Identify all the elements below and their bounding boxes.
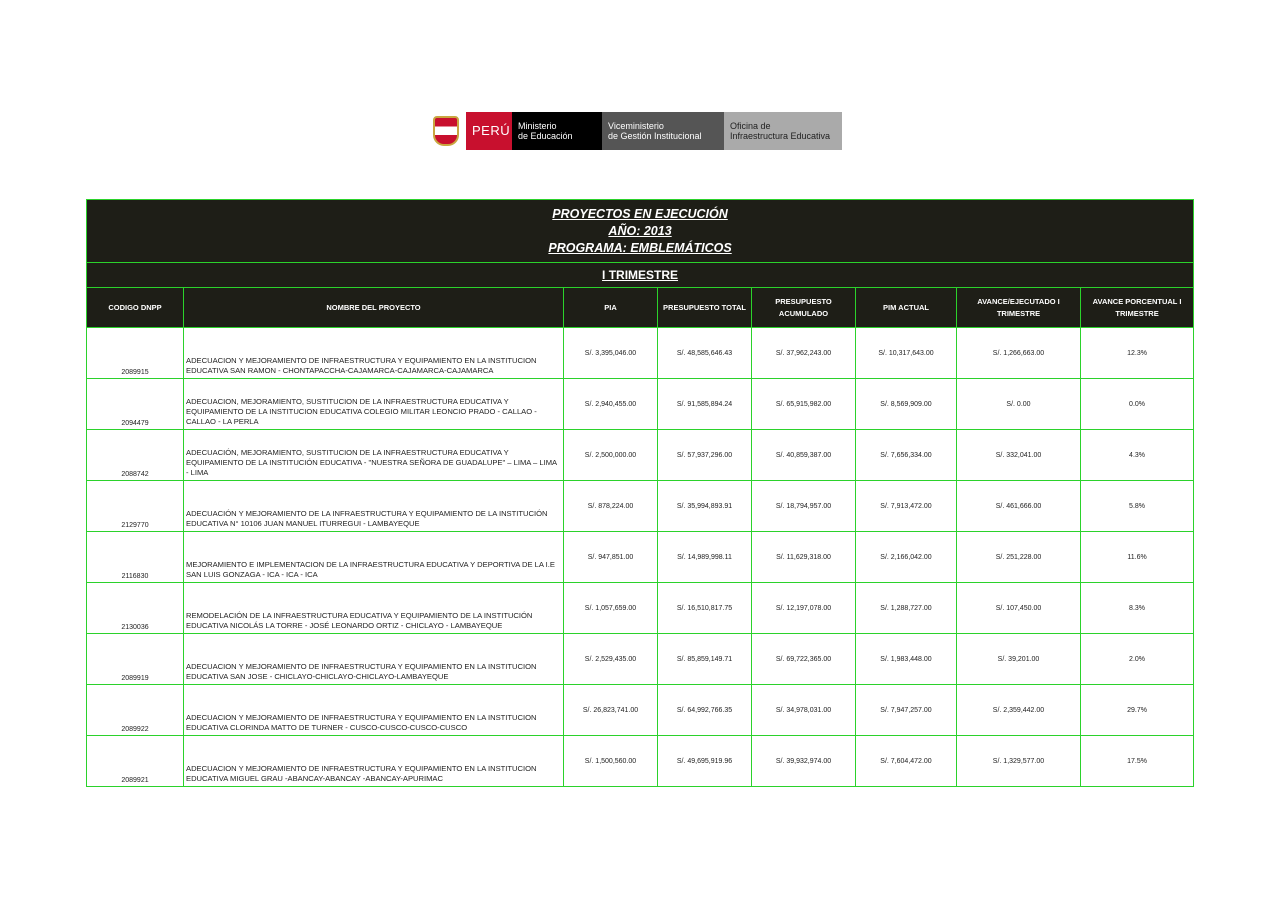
column-header-pim: PIM ACTUAL [856,288,957,328]
cell-ejec: S/. 251,228.00 [957,532,1081,583]
cell-code: 2089921 [87,736,184,787]
cell-ejec: S/. 1,266,663.00 [957,328,1081,379]
cell-pct: 17.5% [1081,736,1194,787]
cell-total: S/. 14,989,998.11 [658,532,752,583]
table-row [87,583,1194,634]
coat-of-arms-icon [426,112,466,150]
logo-ministry-line2: de Educación [518,131,573,141]
column-header-total: PRESUPUESTO TOTAL [658,288,752,328]
cell-code: 2130036 [87,583,184,634]
cell-acum: S/. 18,794,957.00 [752,481,856,532]
cell-pia: S/. 947,851.00 [564,532,658,583]
cell-ejec: S/. 332,041.00 [957,430,1081,481]
cell-total: S/. 35,994,893.91 [658,481,752,532]
cell-pct: 8.3% [1081,583,1194,634]
logo-viceministry [602,112,724,150]
cell-code: 2116830 [87,532,184,583]
cell-total: S/. 48,585,646.43 [658,328,752,379]
table-row [87,532,1194,583]
cell-name: ADECUACIÓN Y MEJORAMIENTO DE LA INFRAESTRUCTURA Y EQUIPAMIENTO DE LA INSTITUCIÓN EDUCATIVA N° 10106 JUAN MANUEL ITURREGUI - LAMBAYEQUE [184,481,564,532]
cell-name: ADECUACION Y MEJORAMIENTO DE INFRAESTRUCTURA Y EQUIPAMIENTO EN LA INSTITUCION EDUCATIVA SAN JOSE - CHICLAYO-CHICLAYO-CHICLAYO-LAMBAYEQUE [184,634,564,685]
logo-ministry [512,112,602,150]
table-row [87,328,1194,379]
ministry-logo [426,112,842,150]
table-row [87,685,1194,736]
column-header-pia: PIA [564,288,658,328]
cell-name: ADECUACION Y MEJORAMIENTO DE INFRAESTRUCTURA Y EQUIPAMIENTO EN LA INSTITUCION EDUCATIVA SAN RAMON - CHONTAPACCHA-CAJAMARCA-CAJAMARCA-CAJAMARCA [184,328,564,379]
cell-name: ADECUACION, MEJORAMIENTO, SUSTITUCION DE LA INFRAESTRUCTURA EDUCATIVA Y EQUIPAMIENTO DE LA INSTITUCION EDUCATIVA COLEGIO MILITAR LEONCIO PRADO - CALLAO - CALLAO - LA PERLA [184,379,564,430]
cell-code: 2088742 [87,430,184,481]
cell-code: 2094479 [87,379,184,430]
table-row [87,736,1194,787]
cell-acum: S/. 69,722,365.00 [752,634,856,685]
logo-ministry-line1: Ministerio [518,121,557,131]
cell-pia: S/. 2,500,000.00 [564,430,658,481]
cell-pct: 5.8% [1081,481,1194,532]
cell-pim: S/. 1,288,727.00 [856,583,957,634]
cell-ejec: S/. 39,201.00 [957,634,1081,685]
quarter-heading: I TRIMESTRE [87,263,1194,288]
cell-pct: 0.0% [1081,379,1194,430]
cell-total: S/. 85,859,149.71 [658,634,752,685]
cell-pia: S/. 878,224.00 [564,481,658,532]
cell-pim: S/. 7,913,472.00 [856,481,957,532]
cell-acum: S/. 12,197,078.00 [752,583,856,634]
cell-code: 2129770 [87,481,184,532]
logo-office-line1: Oficina de [730,121,771,131]
column-header-ejec: AVANCE/EJECUTADO I TRIMESTRE [957,288,1081,328]
cell-pim: S/. 1,983,448.00 [856,634,957,685]
cell-pim: S/. 10,317,643.00 [856,328,957,379]
projects-table [86,199,1194,787]
report-title [87,200,1194,263]
column-header-acum: PRESUPUESTO ACUMULADO [752,288,856,328]
logo-peru: PERÚ [466,112,512,150]
cell-acum: S/. 39,932,974.00 [752,736,856,787]
cell-pim: S/. 8,569,909.00 [856,379,957,430]
cell-name: ADECUACION Y MEJORAMIENTO DE INFRAESTRUCTURA Y EQUIPAMIENTO EN LA INSTITUCION EDUCATIVA CLORINDA MATTO DE TURNER - CUSCO-CUSCO-CUSCO-CUSCO [184,685,564,736]
column-header-name: NOMBRE DEL PROYECTO [184,288,564,328]
table-row [87,634,1194,685]
cell-pim: S/. 7,604,472.00 [856,736,957,787]
cell-acum: S/. 34,978,031.00 [752,685,856,736]
cell-ejec: S/. 107,450.00 [957,583,1081,634]
cell-pim: S/. 2,166,042.00 [856,532,957,583]
logo-office [724,112,842,150]
cell-code: 2089915 [87,328,184,379]
cell-total: S/. 49,695,919.96 [658,736,752,787]
cell-acum: S/. 11,629,318.00 [752,532,856,583]
cell-pct: 12.3% [1081,328,1194,379]
cell-ejec: S/. 1,329,577.00 [957,736,1081,787]
cell-acum: S/. 37,962,243.00 [752,328,856,379]
cell-ejec: S/. 0.00 [957,379,1081,430]
cell-total: S/. 64,992,766.35 [658,685,752,736]
cell-ejec: S/. 461,666.00 [957,481,1081,532]
cell-name: MEJORAMIENTO E IMPLEMENTACION DE LA INFRAESTRUCTURA EDUCATIVA Y DEPORTIVA DE LA I.E SAN LUIS GONZAGA - ICA - ICA - ICA [184,532,564,583]
cell-pim: S/. 7,947,257.00 [856,685,957,736]
column-header-code: CODIGO DNPP [87,288,184,328]
cell-pia: S/. 2,940,455.00 [564,379,658,430]
cell-pia: S/. 2,529,435.00 [564,634,658,685]
cell-ejec: S/. 2,359,442.00 [957,685,1081,736]
cell-total: S/. 16,510,817.75 [658,583,752,634]
table-row [87,481,1194,532]
cell-code: 2089919 [87,634,184,685]
cell-acum: S/. 40,859,387.00 [752,430,856,481]
cell-pct: 4.3% [1081,430,1194,481]
cell-pia: S/. 1,057,659.00 [564,583,658,634]
cell-pia: S/. 3,395,046.00 [564,328,658,379]
cell-name: REMODELACIÓN DE LA INFRAESTRUCTURA EDUCATIVA Y EQUIPAMIENTO DE LA INSTITUCIÓN EDUCATIVA NICOLÁS LA TORRE - JOSÉ LEONARDO ORTIZ - CHICLAYO - LAMBAYEQUE [184,583,564,634]
title-line-3: PROGRAMA: EMBLEMÁTICOS [548,240,732,255]
cell-acum: S/. 65,915,982.00 [752,379,856,430]
cell-pia: S/. 26,823,741.00 [564,685,658,736]
cell-name: ADECUACION Y MEJORAMIENTO DE INFRAESTRUCTURA Y EQUIPAMIENTO EN LA INSTITUCION EDUCATIVA MIGUEL GRAU -ABANCAY-ABANCAY -ABANCAY-APURIMAC [184,736,564,787]
table-row [87,430,1194,481]
logo-vice-line1: Viceministerio [608,121,664,131]
cell-code: 2089922 [87,685,184,736]
cell-total: S/. 57,937,296.00 [658,430,752,481]
cell-pct: 11.6% [1081,532,1194,583]
table-row [87,379,1194,430]
cell-pim: S/. 7,656,334.00 [856,430,957,481]
cell-pct: 2.0% [1081,634,1194,685]
title-line-1: PROYECTOS EN EJECUCIÓN [552,206,728,221]
cell-total: S/. 91,585,894.24 [658,379,752,430]
logo-office-line2: Infraestructura Educativa [730,131,831,141]
cell-name: ADECUACIÓN, MEJORAMIENTO, SUSTITUCION DE LA INFRAESTRUCTURA EDUCATIVA Y EQUIPAMIENTO DE LA INSTITUCIÓN EDUCATIVA - "NUESTRA SEÑORA DE GUADALUPE" – LIMA – LIMA - LIMA [184,430,564,481]
column-header-pct: AVANCE PORCENTUAL I TRIMESTRE [1081,288,1194,328]
title-line-2: AÑO: 2013 [608,223,672,238]
cell-pia: S/. 1,500,560.00 [564,736,658,787]
logo-vice-line2: de Gestión Institucional [608,131,702,141]
cell-pct: 29.7% [1081,685,1194,736]
